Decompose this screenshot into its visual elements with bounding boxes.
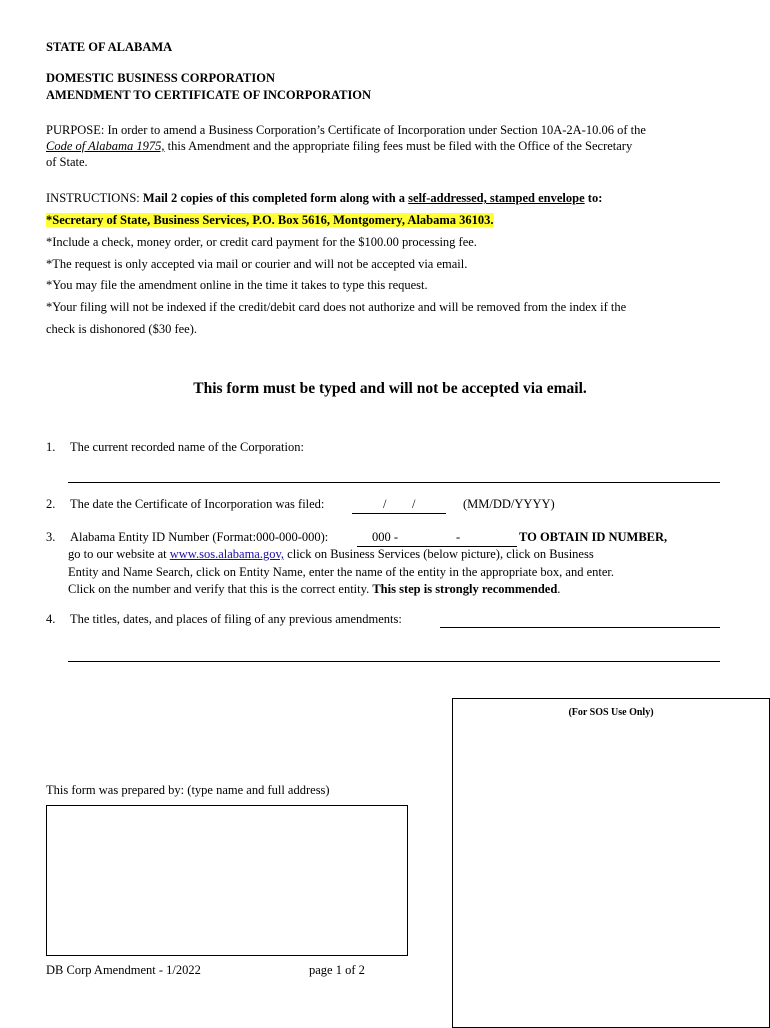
field-3-period: .	[557, 582, 561, 596]
sos-use-label: (For SOS Use Only)	[568, 707, 654, 718]
field-4-label	[46, 612, 402, 627]
previous-amendments-field-line2[interactable]	[68, 661, 720, 662]
form-title-line1: DOMESTIC BUSINESS CORPORATION	[46, 71, 275, 85]
instructions-mail-text: Mail 2 copies of this completed form along with a	[142, 191, 409, 205]
field-1-text: The current recorded name of the Corporation:	[70, 440, 304, 454]
mailing-address	[46, 213, 494, 228]
page-number: page 1 of 2	[309, 963, 365, 977]
state-heading: STATE OF ALABAMA	[46, 40, 173, 54]
instructions-envelope: self-addressed, stamped envelope	[408, 191, 585, 205]
sos-website-link[interactable]: www.sos.alabama.gov,	[169, 547, 285, 561]
field-3-line2	[68, 547, 718, 562]
field-3-line4-text: Click on the number and verify that this is the correct entity.	[68, 582, 373, 596]
purpose-end: of State.	[46, 155, 88, 169]
field-2-number: 2.	[46, 497, 56, 511]
field-1-number: 1.	[46, 440, 56, 454]
date-slash: /	[383, 497, 387, 511]
field-3-label	[46, 530, 328, 545]
entity-id-prefix: 000 -	[372, 530, 399, 544]
purpose-lead: PURPOSE: In order to amend a Business Corporation’s Certificate of Incorporation under Section 10A-2A-10.06 of the	[46, 123, 646, 137]
instructions-line	[46, 191, 602, 206]
corporation-name-field[interactable]	[68, 482, 720, 483]
field-1-label	[46, 440, 304, 455]
field-3-line4	[68, 582, 560, 597]
instruction-item: *Your filing will not be indexed if the credit/debit card does not authorize and will be removed from the index if the	[46, 300, 627, 314]
field-3-line2-b: click on Business Services (below picture), click on Business	[284, 547, 594, 561]
instruction-item: *Include a check, money order, or credit card payment for the $100.00 processing fee.	[46, 235, 477, 249]
incorporation-date-field[interactable]	[352, 513, 446, 514]
field-3-line2-a: go to our website at	[68, 547, 170, 561]
obtain-id-heading: TO OBTAIN ID NUMBER,	[519, 530, 668, 544]
instruction-item: *The request is only accepted via mail or courier and will not be accepted via email.	[46, 257, 468, 271]
purpose-rest: this Amendment and the appropriate filing fees must be filed with the Office of the Secretary	[164, 139, 633, 153]
instruction-item-cont: check is dishonored ($30 fee).	[46, 322, 197, 336]
field-2-text: The date the Certificate of Incorporation was filed:	[70, 497, 325, 511]
field-4-text: The titles, dates, and places of filing of any previous amendments:	[70, 612, 402, 626]
prepared-by-box[interactable]	[46, 805, 408, 956]
instructions-label: INSTRUCTIONS:	[46, 191, 143, 205]
prepared-by-label: This form was prepared by: (type name and full address)	[46, 783, 330, 797]
recommended-note: This step is strongly recommended	[372, 582, 558, 596]
date-format-hint: (MM/DD/YYYY)	[463, 497, 555, 511]
form-id: DB Corp Amendment - 1/2022	[46, 963, 201, 977]
previous-amendments-field[interactable]	[440, 627, 720, 628]
sos-use-box	[452, 698, 770, 1028]
purpose-paragraph	[46, 122, 726, 170]
date-slash: /	[412, 497, 416, 511]
field-3-text: Alabama Entity ID Number (Format:000-000-000):	[70, 530, 329, 544]
typed-only-notice: This form must be typed and will not be accepted via email.	[193, 380, 587, 397]
entity-id-dash: -	[456, 530, 461, 544]
instruction-item: *You may file the amendment online in the time it takes to type this request.	[46, 278, 428, 292]
field-2-label	[46, 497, 324, 512]
instructions-to: to:	[584, 191, 603, 205]
mailing-address-text: *Secretary of State, Business Services, P.O. Box 5616, Montgomery, Alabama 36103.	[46, 213, 494, 227]
field-3-number: 3.	[46, 530, 56, 544]
code-of-alabama-ref: Code of Alabama 1975,	[46, 139, 165, 153]
field-3-line3: Entity and Name Search, click on Entity Name, enter the name of the entity in the appropriate box, and enter.	[68, 565, 614, 579]
field-4-number: 4.	[46, 612, 56, 626]
form-title-line2: AMENDMENT TO CERTIFICATE OF INCORPORATION	[46, 88, 372, 102]
